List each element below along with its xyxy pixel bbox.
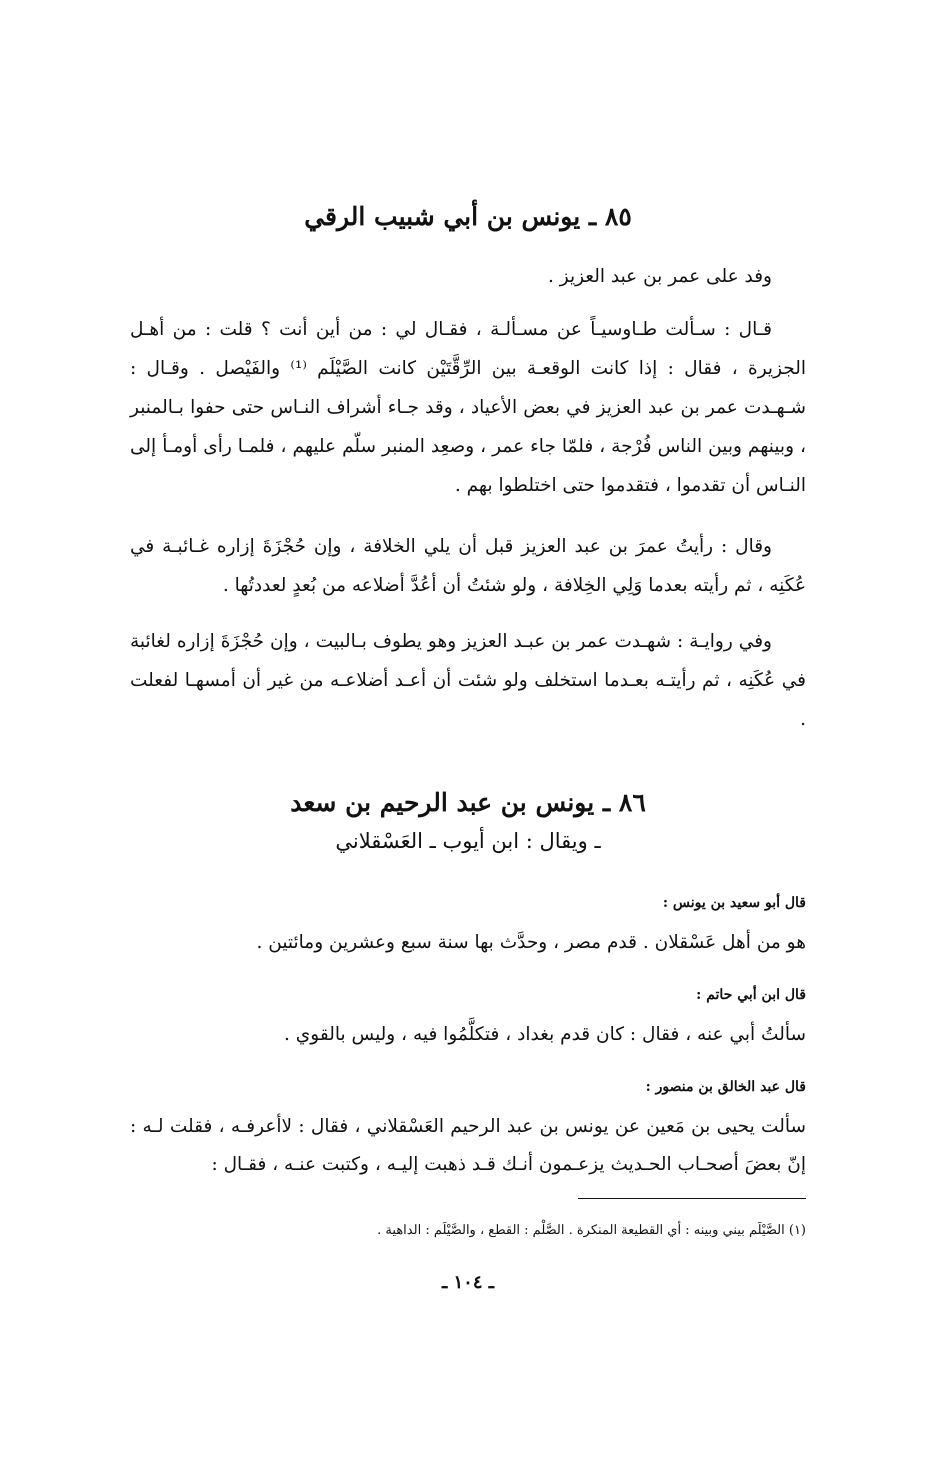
- source-text-3: سألت يحيى بن مَعين عن يونس بن عبد الرحيم العَسْقلاني ، فقال : لاأعرفـه ، فقلت لـه : إنّ بعضَ أصحـاب الحـديث يزعـمون أنـك قـد ذهبت إليـه ، وكتبت عنـه ، فقـال :: [130, 1116, 806, 1175]
- source-label-3: قال عبد الخالق بن منصور :: [645, 1079, 806, 1095]
- entry-85-paragraph-3: وفي روايـة : شهـدت عمر بن عبـد العزيز وهو يطوف بـالبيت ، وإن حُجْزَةَ إزاره لغائبة في عُكَنِه ، ثم رأيتـه بعـدما استخلف ولو شئت أن أعـد أضلاعـه من غير أن أمسهـا لفعلت .: [130, 631, 806, 730]
- footnote-divider: [578, 1198, 806, 1199]
- entry-85-intro: وفد على عمر بن عبد العزيز .: [547, 266, 772, 287]
- entry-85-paragraph-2: وقال : رأيتُ عمرَ بن عبد العزيز قبل أن يلي الخلافة ، وإن حُجْزَةَ إزاره غـائبـة في عُكَنِه ، ثم رأيته بعدما وَلِي الخِلافة ، ولو شئتُ أن أعُدَّ أضلاعه من بُعدٍ لعددتُها .: [130, 536, 806, 596]
- page-number: ـ ١٠٤ ـ: [441, 1272, 495, 1293]
- source-label-2: قال ابن أبي حاتم :: [696, 987, 806, 1003]
- source-text-2: سألتُ أبي عنه ، فقال : كان قدم بغداد ، فتكلَّمُوا فيه ، وليس بالقوي .: [284, 1024, 806, 1045]
- entry-86-subtitle: ـ ويقال : ابن أيوب ـ العَسْقلاني: [335, 829, 601, 853]
- footnote-1: (١) الصَّيْلَم بيني وبينه : أي القطيعة المنكرة . الصَّلْم : القطع ، والصَّيْلَم : الداهية .: [377, 1223, 806, 1238]
- entry-86-title: ٨٦ ـ يونس بن عبد الرحيم بن سعد: [290, 788, 646, 817]
- source-label-1: قال أبو سعيد بن يونس :: [662, 895, 806, 911]
- entry-85-paragraph-1: قـال : سـألت طـاوسيـاً عن مسـألـة ، فقـال لي : من أين أنت ؟ قلت : من أهـل الجزيرة ، فقال : إذا كانت الوقعـة بين الرِّقَّتَيْن كانت الصَّيْلَم ⁽¹⁾ والفَيْصل . وقـال : شـهـدت عمر بن عبد العزيز في بعض الأعياد ، وقد جـاء أشراف النـاس حتى حفوا بـالمنبر ، وبينهم وبين الناس فُرْجة ، فلمّا جاء عمر ، وصعِد المنبر سلّم عليهم ، فلمـا رأى أومـأ إلى النـاس أن تقدموا ، فتقدموا حتى اختلطوا بهم .: [130, 319, 806, 496]
- source-text-1: هو من أهل عَسْقلان . قدم مصر ، وحدَّث بها سنة سبع وعشرين ومائتين .: [256, 932, 806, 953]
- entry-85-title: ٨٥ ـ يونس بن أبي شبيب الرقي: [304, 202, 632, 231]
